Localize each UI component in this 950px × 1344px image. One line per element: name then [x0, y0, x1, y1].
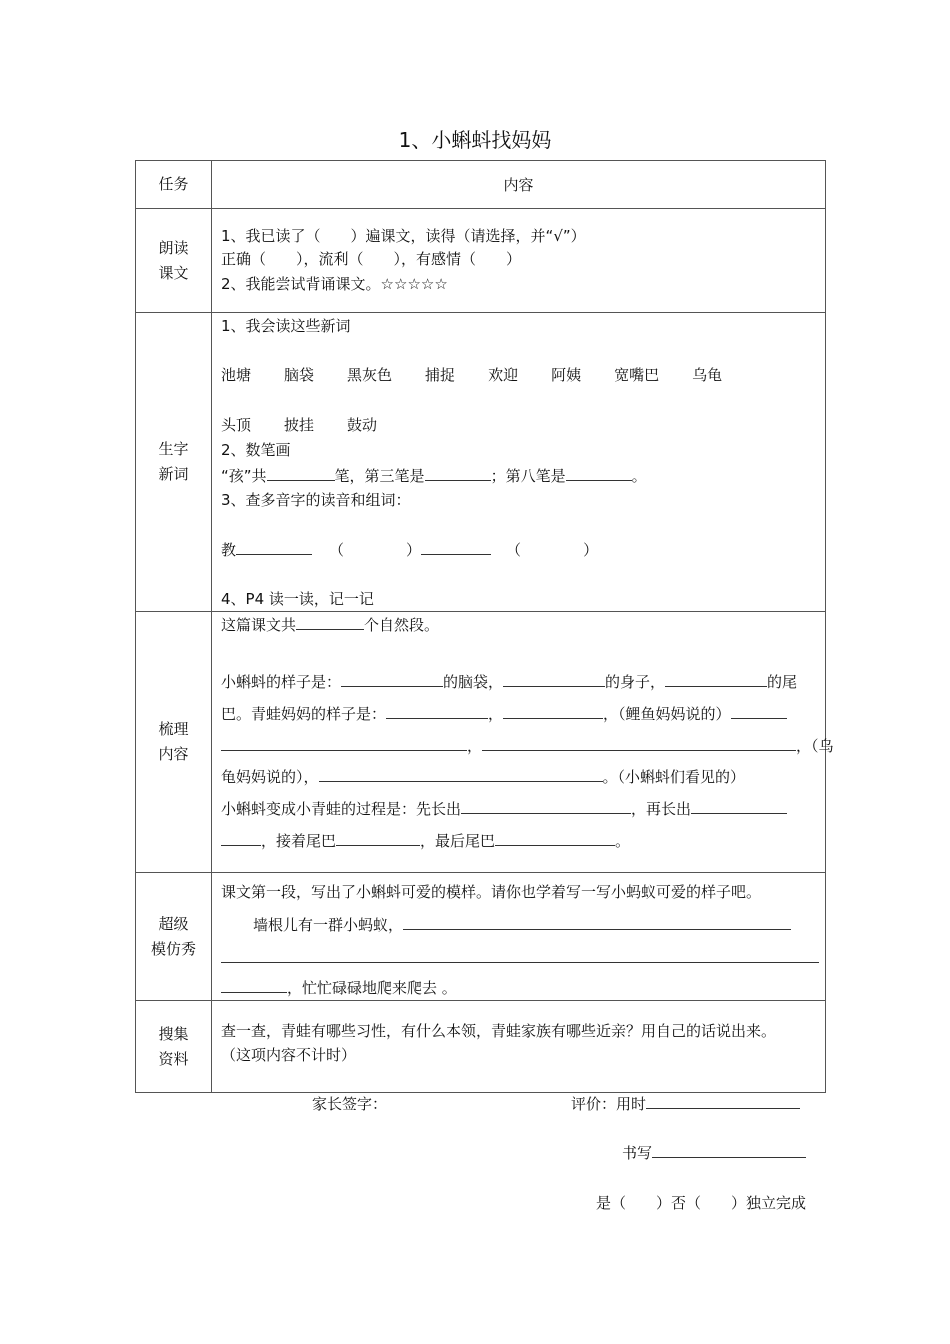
blank[interactable]	[221, 830, 261, 846]
blank-writing[interactable]	[652, 1142, 806, 1158]
reading-content	[221, 209, 821, 312]
collect-l2: （这项内容不计时）	[221, 1046, 357, 1064]
blank[interactable]	[503, 703, 603, 719]
eval-time: 评价：用时	[571, 1093, 800, 1114]
vocab-l3: 3、查多音字的读音和组词：	[221, 491, 411, 509]
organize-p5: 龟妈妈说的）， 。（小蝌蚪们看见的）	[221, 768, 746, 786]
label-organize: 梳理 内容	[136, 612, 212, 872]
word: 欢迎	[488, 366, 519, 384]
word: 鼓动	[347, 416, 378, 434]
header-content: 内容	[503, 176, 534, 194]
blank[interactable]	[221, 735, 467, 751]
reading-line1: 1、我已读了（ ）遍课文，读得（请选择，并“√”）	[221, 227, 586, 245]
blank[interactable]	[665, 671, 767, 687]
organize-content	[221, 612, 834, 872]
table-header-row	[136, 161, 825, 209]
blank[interactable]	[336, 830, 420, 846]
vocab-l4: 4、P4 读一读，记一记	[221, 590, 374, 608]
label-reading: 朗读 课文	[136, 209, 212, 312]
blank-reading-2[interactable]	[421, 539, 491, 555]
row-vocab	[136, 313, 825, 612]
blank[interactable]	[386, 703, 488, 719]
label-imitate: 超级 模仿秀	[136, 873, 212, 1000]
blank[interactable]	[482, 735, 796, 751]
imitate-blank-line	[221, 947, 819, 968]
collect-l1: 查一查，青蛙有哪些习性，有什么本领，青蛙家族有哪些近亲？用自己的话说出来。	[221, 1022, 777, 1040]
vocab-l1: 1、我会读这些新词	[221, 317, 351, 335]
blank[interactable]	[221, 977, 287, 993]
word: 阿姨	[551, 366, 582, 384]
organize-p4: ， ，（乌	[221, 735, 834, 756]
blank-stroke-total[interactable]	[267, 465, 335, 481]
organize-p6: 小蝌蚪变成小青蛙的过程是：先长出 ，再长出	[221, 798, 787, 819]
word: 捕捉	[425, 366, 456, 384]
word: 乌龟	[692, 366, 723, 384]
polyphone-line: 教 （ ） （ ）	[221, 541, 599, 559]
blank-paragraph-count[interactable]	[296, 614, 364, 630]
eval-writing: 书写	[622, 1142, 806, 1163]
parent-signature-label: 家长签字：	[312, 1095, 388, 1113]
row-organize	[136, 612, 834, 873]
word-list-2	[221, 415, 410, 435]
row-imitate	[136, 873, 825, 1001]
label-vocab: 生字 新词	[136, 313, 212, 611]
word: 宽嘴巴	[614, 366, 660, 384]
blank[interactable]	[461, 798, 631, 814]
stroke-count-line: “孩”共 笔，第三笔是 ；第八笔是 。	[221, 467, 647, 485]
word: 黑灰色	[347, 366, 393, 384]
reading-line2: 正确（ ），流利（ ），有感情（ ）	[221, 250, 522, 268]
organize-p3: 巴。青蛙妈妈的样子是： ， ，（鲤鱼妈妈说的）	[221, 703, 787, 724]
blank[interactable]	[319, 766, 603, 782]
header-task: 任务	[136, 161, 212, 208]
organize-p2: 小蝌蚪的样子是： 的脑袋， 的身子， 的尾	[221, 673, 798, 691]
blank-stroke-3[interactable]	[425, 465, 491, 481]
row-reading	[136, 209, 825, 313]
imitate-content	[221, 873, 821, 1000]
imitate-l1: 课文第一段，写出了小蝌蚪可爱的模样。请你也学着写一写小蚂蚁可爱的样子吧。	[221, 883, 762, 901]
label-collect: 搜集 资料	[136, 1001, 212, 1092]
blank[interactable]	[691, 798, 787, 814]
vocab-l2: 2、数笔画	[221, 441, 291, 459]
vocab-content	[221, 313, 821, 611]
imitate-l3: ，忙忙碌碌地爬来爬去 。	[221, 977, 457, 998]
organize-p7: ，接着尾巴 ，最后尾巴 。	[221, 830, 630, 851]
word: 脑袋	[284, 366, 315, 384]
page-title: 1、小蝌蚪找妈妈	[398, 128, 552, 152]
organize-p1: 这篇课文共 个自然段。	[221, 616, 440, 634]
blank-time[interactable]	[646, 1093, 800, 1109]
blank[interactable]	[731, 703, 787, 719]
blank[interactable]	[503, 671, 605, 687]
blank[interactable]	[403, 914, 791, 930]
word: 披挂	[284, 416, 315, 434]
row-collect	[136, 1001, 825, 1092]
blank[interactable]	[221, 947, 819, 963]
independent-completion: 是（ ）否（ ）独立完成	[596, 1194, 807, 1212]
word: 池塘	[221, 366, 252, 384]
collect-content	[221, 1001, 821, 1092]
word: 头顶	[221, 416, 252, 434]
word-list-1	[221, 365, 755, 385]
blank-reading-1[interactable]	[236, 539, 312, 555]
reading-line3: 2、我能尝试背诵课文。☆☆☆☆☆	[221, 275, 448, 293]
blank[interactable]	[341, 671, 443, 687]
blank[interactable]	[495, 830, 615, 846]
worksheet-table	[135, 160, 834, 1093]
blank-stroke-8[interactable]	[566, 465, 632, 481]
imitate-l2: 墙根儿有一群小蚂蚁，	[221, 914, 791, 935]
